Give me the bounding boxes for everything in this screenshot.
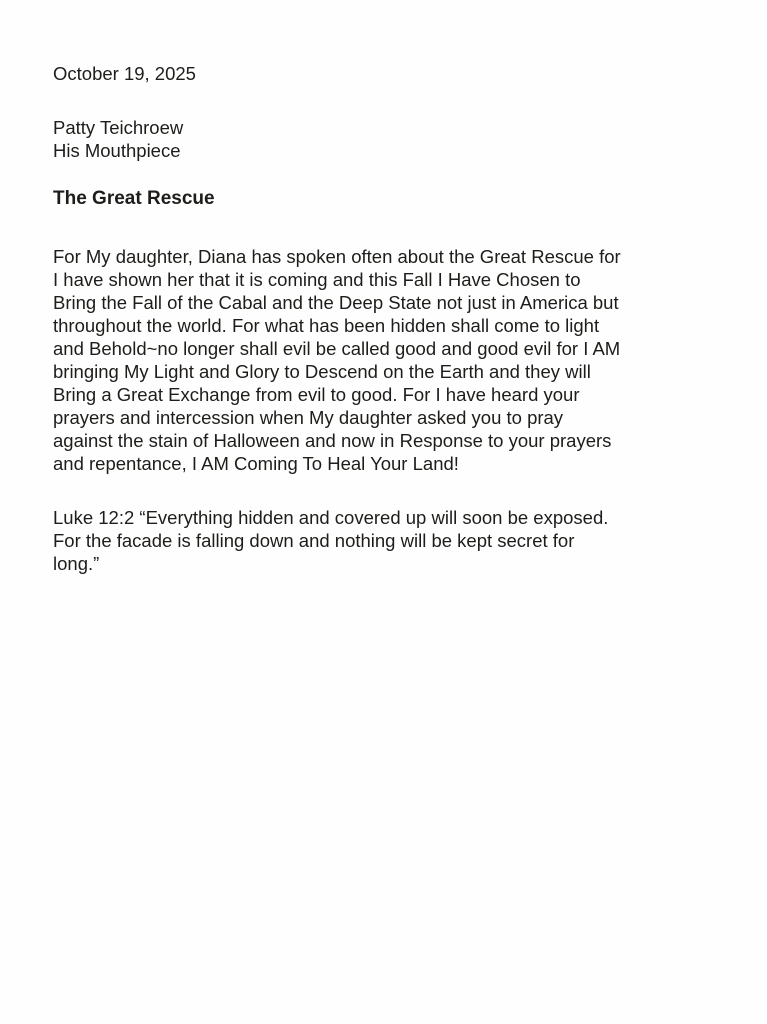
body-line: Bring the Fall of the Cabal and the Deep State not just in America but <box>53 292 619 313</box>
body-line: bringing My Light and Glory to Descend on the Earth and they will <box>53 361 591 382</box>
body-line: Bring a Great Exchange from evil to good. For I have heard your <box>53 384 580 405</box>
scripture-line: Luke 12:2 “Everything hidden and covered up will soon be exposed. <box>53 507 609 528</box>
letter-date: October 19, 2025 <box>53 63 196 84</box>
scripture-line: long.” <box>53 553 100 574</box>
author-name: Patty Teichroew <box>53 117 184 138</box>
body-line: prayers and intercession when My daughter asked you to pray <box>53 407 564 428</box>
body-line: I have shown her that it is coming and this Fall I Have Chosen to <box>53 269 581 290</box>
body-line: For My daughter, Diana has spoken often about the Great Rescue for <box>53 246 621 267</box>
body-line: against the stain of Halloween and now in Response to your prayers <box>53 430 612 451</box>
author-role: His Mouthpiece <box>53 140 181 161</box>
letter-title: The Great Rescue <box>53 188 215 209</box>
scripture-line: For the facade is falling down and nothing will be kept secret for <box>53 530 575 551</box>
body-line: and repentance, I AM Coming To Heal Your Land! <box>53 453 459 474</box>
body-line: and Behold~no longer shall evil be called good and good evil for I AM <box>53 338 621 359</box>
body-line: throughout the world. For what has been hidden shall come to light <box>53 315 600 336</box>
